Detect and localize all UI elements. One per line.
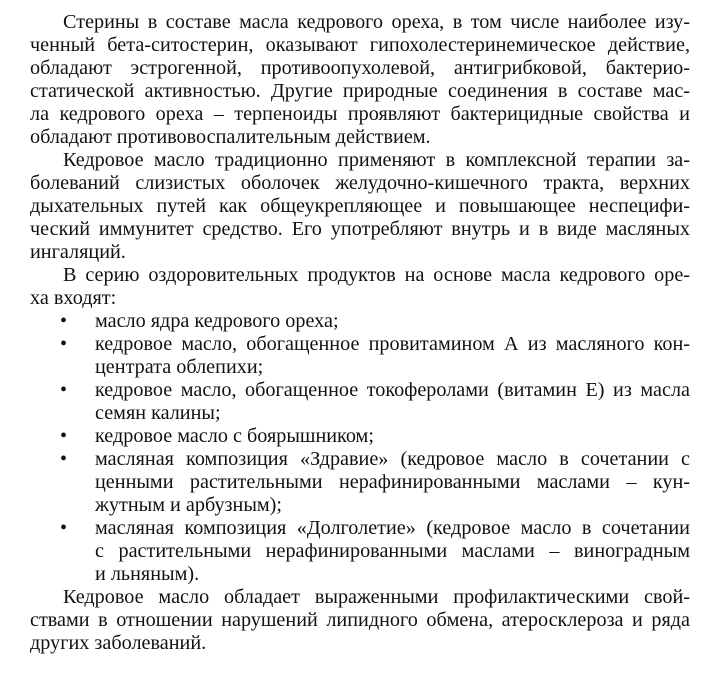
text-line: ствами в отношении нарушений липидного обмена, атеросклероза и ряда bbox=[30, 609, 690, 631]
bullet-icon: • bbox=[60, 379, 68, 401]
list-item-text: кедровое масло, обогащенное токоферолами (витамин Е) из масла bbox=[95, 379, 690, 401]
text-line: В серию оздоровительных продуктов на основе масла кедрового оре- bbox=[63, 264, 690, 286]
text-line: дыхательных путей как общеукрепляющее и повышающее неспецифи- bbox=[30, 195, 690, 217]
list-item-text: кедровое масло, обогащенное провитамином А из масляного кон- bbox=[95, 333, 690, 355]
list-item-text: ценными растительными нерафинированными маслами – кун- bbox=[95, 471, 690, 493]
text-line: ла кедрового ореха – терпеноиды проявляют бактерицидные свойства и bbox=[30, 103, 690, 125]
bullet-icon: • bbox=[60, 425, 68, 447]
text-line: ческий иммунитет средство. Его употребляют внутрь и в виде масляных bbox=[30, 218, 690, 240]
bullet-icon: • bbox=[60, 310, 68, 332]
list-item-text: с растительными нерафинированными маслами – виноградным bbox=[95, 540, 690, 562]
list-item-text: масляная композиция «Долголетие» (кедровое масло в сочетании bbox=[95, 517, 690, 539]
text-line: обладают противовоспалительным действием. bbox=[30, 126, 431, 148]
list-item-text: и льняным). bbox=[95, 563, 200, 585]
text-line: других заболеваний. bbox=[30, 632, 207, 654]
text-line: болеваний слизистых оболочек желудочно-кишечного тракта, верхних bbox=[30, 172, 690, 194]
text-line: Стерины в составе масла кедрового ореха, в том числе наиболее изу- bbox=[63, 11, 690, 33]
list-item-text: кедровое масло с боярышником; bbox=[95, 425, 374, 447]
list-item-text: масло ядра кедрового ореха; bbox=[95, 310, 339, 332]
text-line: Кедровое масло традиционно применяют в комплексной терапии за- bbox=[63, 149, 690, 171]
text-line: Кедровое масло обладает выраженными профилактическими свой- bbox=[63, 586, 690, 608]
list-item-text: масляная композиция «Здравие» (кедровое масло в сочетании с bbox=[95, 448, 690, 470]
text-line: обладают эстрогенной, противоопухолевой, антигрибковой, бактерио- bbox=[30, 57, 690, 79]
bullet-icon: • bbox=[60, 517, 68, 539]
bullet-icon: • bbox=[60, 333, 68, 355]
list-item-text: центрата облепихи; bbox=[95, 356, 264, 378]
text-line: ха входят: bbox=[30, 287, 117, 309]
text-line: статической активностью. Другие природные соединения в составе мас- bbox=[30, 80, 690, 102]
text-line: ченный бета-ситостерин, оказывают гипохолестеринемическое действие, bbox=[30, 34, 690, 56]
list-item-text: жутным и арбузным); bbox=[95, 494, 283, 516]
list-item-text: семян калины; bbox=[95, 402, 221, 424]
bullet-icon: • bbox=[60, 448, 68, 470]
text-line: ингаляций. bbox=[30, 241, 126, 263]
